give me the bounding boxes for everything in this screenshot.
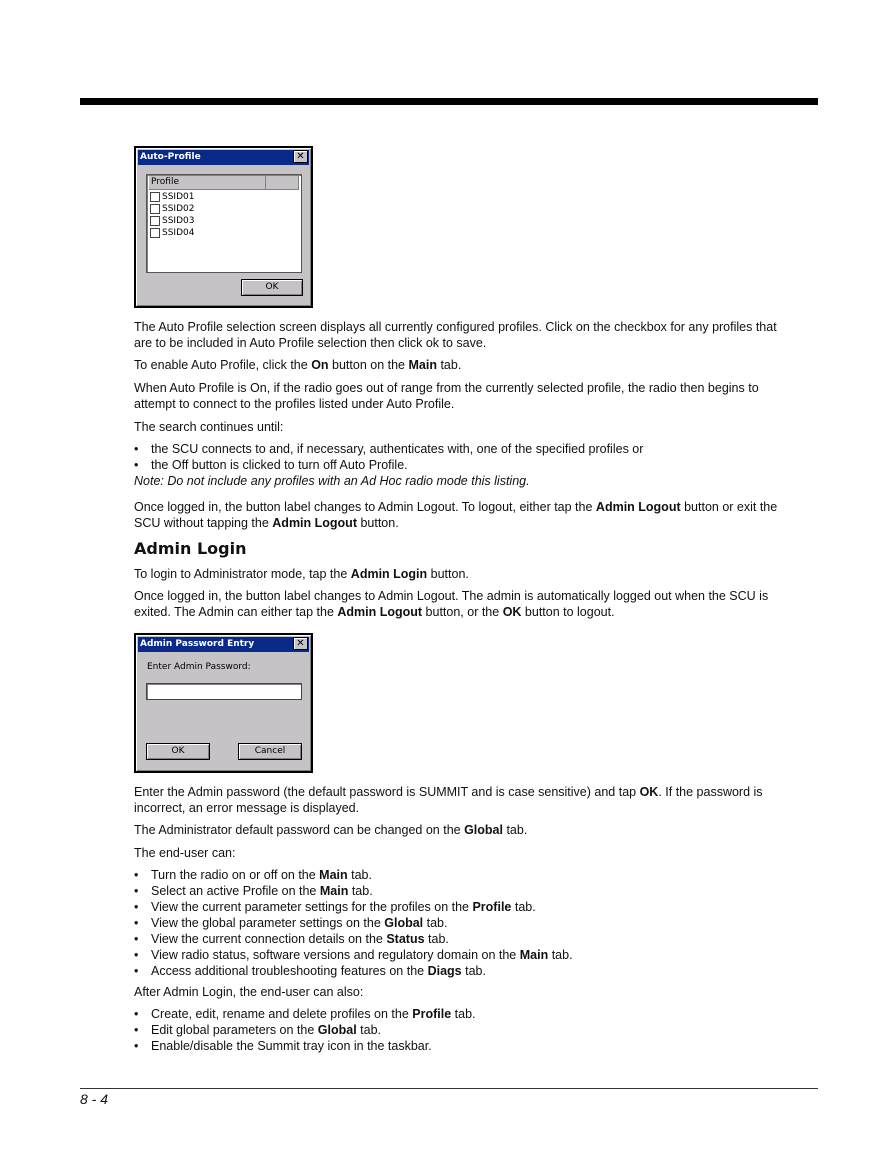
paragraph (134, 499, 818, 531)
bullet-text: the Off button is clicked to turn off Auto Profile. (151, 458, 408, 472)
text: tab. (424, 932, 449, 946)
bullet-icon: • (134, 964, 139, 978)
paragraph (134, 319, 818, 351)
auto-profile-dialog (134, 146, 313, 308)
text: Edit global parameters on the (151, 1023, 318, 1037)
paragraph: The search continues until: (134, 420, 284, 434)
profile-name: SSID04 (162, 228, 195, 238)
text: button or exit the (680, 500, 778, 514)
bold-text: Main (408, 358, 437, 372)
text: Enable/disable the Summit tray icon in the taskbar. (151, 1039, 432, 1053)
bullet-text (151, 883, 373, 899)
dialog-title: Auto-Profile (138, 150, 309, 165)
bold-text: Admin Logout (272, 516, 357, 530)
bold-text: Main (519, 948, 549, 962)
bullet-text (151, 867, 372, 883)
list-item[interactable] (150, 191, 194, 203)
profile-name: SSID01 (162, 192, 195, 202)
text: Access additional troubleshooting features on the (151, 964, 428, 978)
close-icon[interactable]: ✕ (293, 637, 308, 650)
text-line: are to be included in Auto Profile selection then click ok to save. (134, 336, 487, 350)
note: Note: Do not include any profiles with an Ad Hoc radio mode this listing. (134, 474, 530, 488)
bullet-text (151, 899, 536, 915)
paragraph (134, 566, 818, 582)
checkbox[interactable] (150, 204, 160, 214)
paragraph (134, 380, 818, 412)
bullet-icon: • (134, 884, 139, 898)
bullet-text (151, 1006, 476, 1022)
page-number: 8 - 4 (80, 1091, 109, 1107)
bullet-text (151, 947, 573, 963)
ok-button[interactable]: OK (146, 743, 210, 760)
bold-text: Status (386, 932, 425, 946)
dialog-title: Admin Password Entry (138, 637, 309, 652)
bullet-icon: • (134, 900, 139, 914)
text-line (134, 515, 818, 531)
list-header (149, 176, 299, 190)
text: The Administrator default password can be changed on the (134, 823, 465, 837)
paragraph (134, 784, 818, 816)
bullet-icon: • (134, 1007, 139, 1021)
text-line (134, 784, 818, 800)
bold-text: Global (317, 1023, 357, 1037)
bold-text: Admin Logout (337, 605, 423, 619)
text: tab. (502, 823, 528, 837)
text: tab. (348, 884, 373, 898)
column-header-profile[interactable]: Profile (149, 176, 266, 189)
text: To login to Administrator mode, tap the (134, 567, 351, 581)
bold-text: Main (319, 884, 349, 898)
bullet-icon: • (134, 932, 139, 946)
checkbox[interactable] (150, 228, 160, 238)
bold-text: Main (319, 868, 348, 882)
text-line: The Auto Profile selection screen displays all currently configured profiles. Click on the checkbox for any profiles that (134, 320, 777, 334)
text: tab. (548, 948, 573, 962)
cancel-button[interactable]: Cancel (238, 743, 302, 760)
text: View radio status, software versions and regulatory domain on the (151, 948, 520, 962)
text: Enter the Admin password (the default password is SUMMIT and is case sensitive) and tap (134, 785, 640, 799)
paragraph: The end-user can: (134, 846, 236, 860)
text: exited. The Admin can either tap the (134, 605, 338, 619)
text-line: incorrect, an error message is displayed. (134, 801, 360, 815)
text: tab. (511, 900, 536, 914)
text-line (134, 604, 818, 620)
checkbox[interactable] (150, 216, 160, 226)
text: button. (427, 567, 469, 581)
text: tab. (461, 964, 486, 978)
text-line: attempt to connect to the profiles listed under Auto Profile. (134, 397, 455, 411)
text: tab. (347, 868, 372, 882)
text: tab. (436, 358, 462, 372)
bullet-icon: • (134, 458, 139, 472)
bold-text: Profile (472, 900, 512, 914)
close-icon[interactable]: ✕ (293, 150, 308, 163)
bullet-icon: • (134, 948, 139, 962)
text: View the global parameter settings on the (151, 916, 385, 930)
text: Turn the radio on or off on the (151, 868, 320, 882)
bullet-icon: • (134, 1023, 139, 1037)
admin-password-dialog (134, 633, 313, 773)
ok-button[interactable]: OK (241, 279, 303, 296)
profile-name: SSID02 (162, 204, 195, 214)
bullet-icon: • (134, 1039, 139, 1053)
bold-text: OK (639, 785, 659, 799)
paragraph: After Admin Login, the end-user can also: (134, 985, 364, 999)
password-input[interactable] (146, 683, 302, 700)
text: Once logged in, the button label changes to Admin Logout. To logout, either tap the (134, 500, 596, 514)
bold-text: On (311, 358, 329, 372)
text-line: When Auto Profile is On, if the radio goes out of range from the currently selected profile, the radio then begins to (134, 381, 759, 395)
text: button to logout. (521, 605, 615, 619)
bullet-text (151, 931, 449, 947)
paragraph (134, 588, 818, 620)
text: button, or the (422, 605, 503, 619)
profile-name: SSID03 (162, 216, 195, 226)
paragraph (134, 357, 818, 373)
text-line (134, 499, 818, 515)
bullet-text: the SCU connects to and, if necessary, authenticates with, one of the specified profiles or (151, 442, 644, 456)
section-heading: Admin Login (134, 539, 247, 558)
text: button on the (328, 358, 409, 372)
text: View the current parameter settings for the profiles on the (151, 900, 473, 914)
bold-text: Global (384, 916, 424, 930)
list-item[interactable] (150, 203, 194, 215)
bullet-text (151, 915, 447, 931)
footer-rule (80, 1088, 818, 1089)
password-prompt: Enter Admin Password: (147, 662, 251, 672)
text: Select an active Profile on the (151, 884, 320, 898)
header-rule (80, 98, 818, 105)
text: button. (356, 516, 399, 530)
bold-text: OK (502, 605, 522, 619)
bold-text: Diags (427, 964, 462, 978)
bold-text: Admin Logout (595, 500, 681, 514)
profile-listbox[interactable] (146, 174, 302, 273)
list-item[interactable] (150, 215, 194, 227)
text: tab. (356, 1023, 382, 1037)
bullet-icon: • (134, 442, 139, 456)
text: . If the password is (658, 785, 763, 799)
bold-text: Admin Login (350, 567, 428, 581)
text: tab. (423, 916, 448, 930)
text: SCU without tapping the (134, 516, 273, 530)
text-line: Once logged in, the button label changes to Admin Logout. The admin is automatically logged out when the SCU is (134, 589, 769, 603)
bullet-text (151, 1022, 381, 1038)
column-header-empty (266, 176, 299, 189)
text: Create, edit, rename and delete profiles on the (151, 1007, 413, 1021)
bullet-text (151, 1038, 432, 1054)
bullet-icon: • (134, 868, 139, 882)
text: tab. (451, 1007, 476, 1021)
list-item[interactable] (150, 227, 194, 239)
checkbox[interactable] (150, 192, 160, 202)
bold-text: Profile (412, 1007, 452, 1021)
bullet-icon: • (134, 916, 139, 930)
bold-text: Global (464, 823, 503, 837)
text: To enable Auto Profile, click the (134, 358, 312, 372)
text: View the current connection details on the (151, 932, 387, 946)
paragraph (134, 822, 818, 838)
bullet-text (151, 963, 486, 979)
